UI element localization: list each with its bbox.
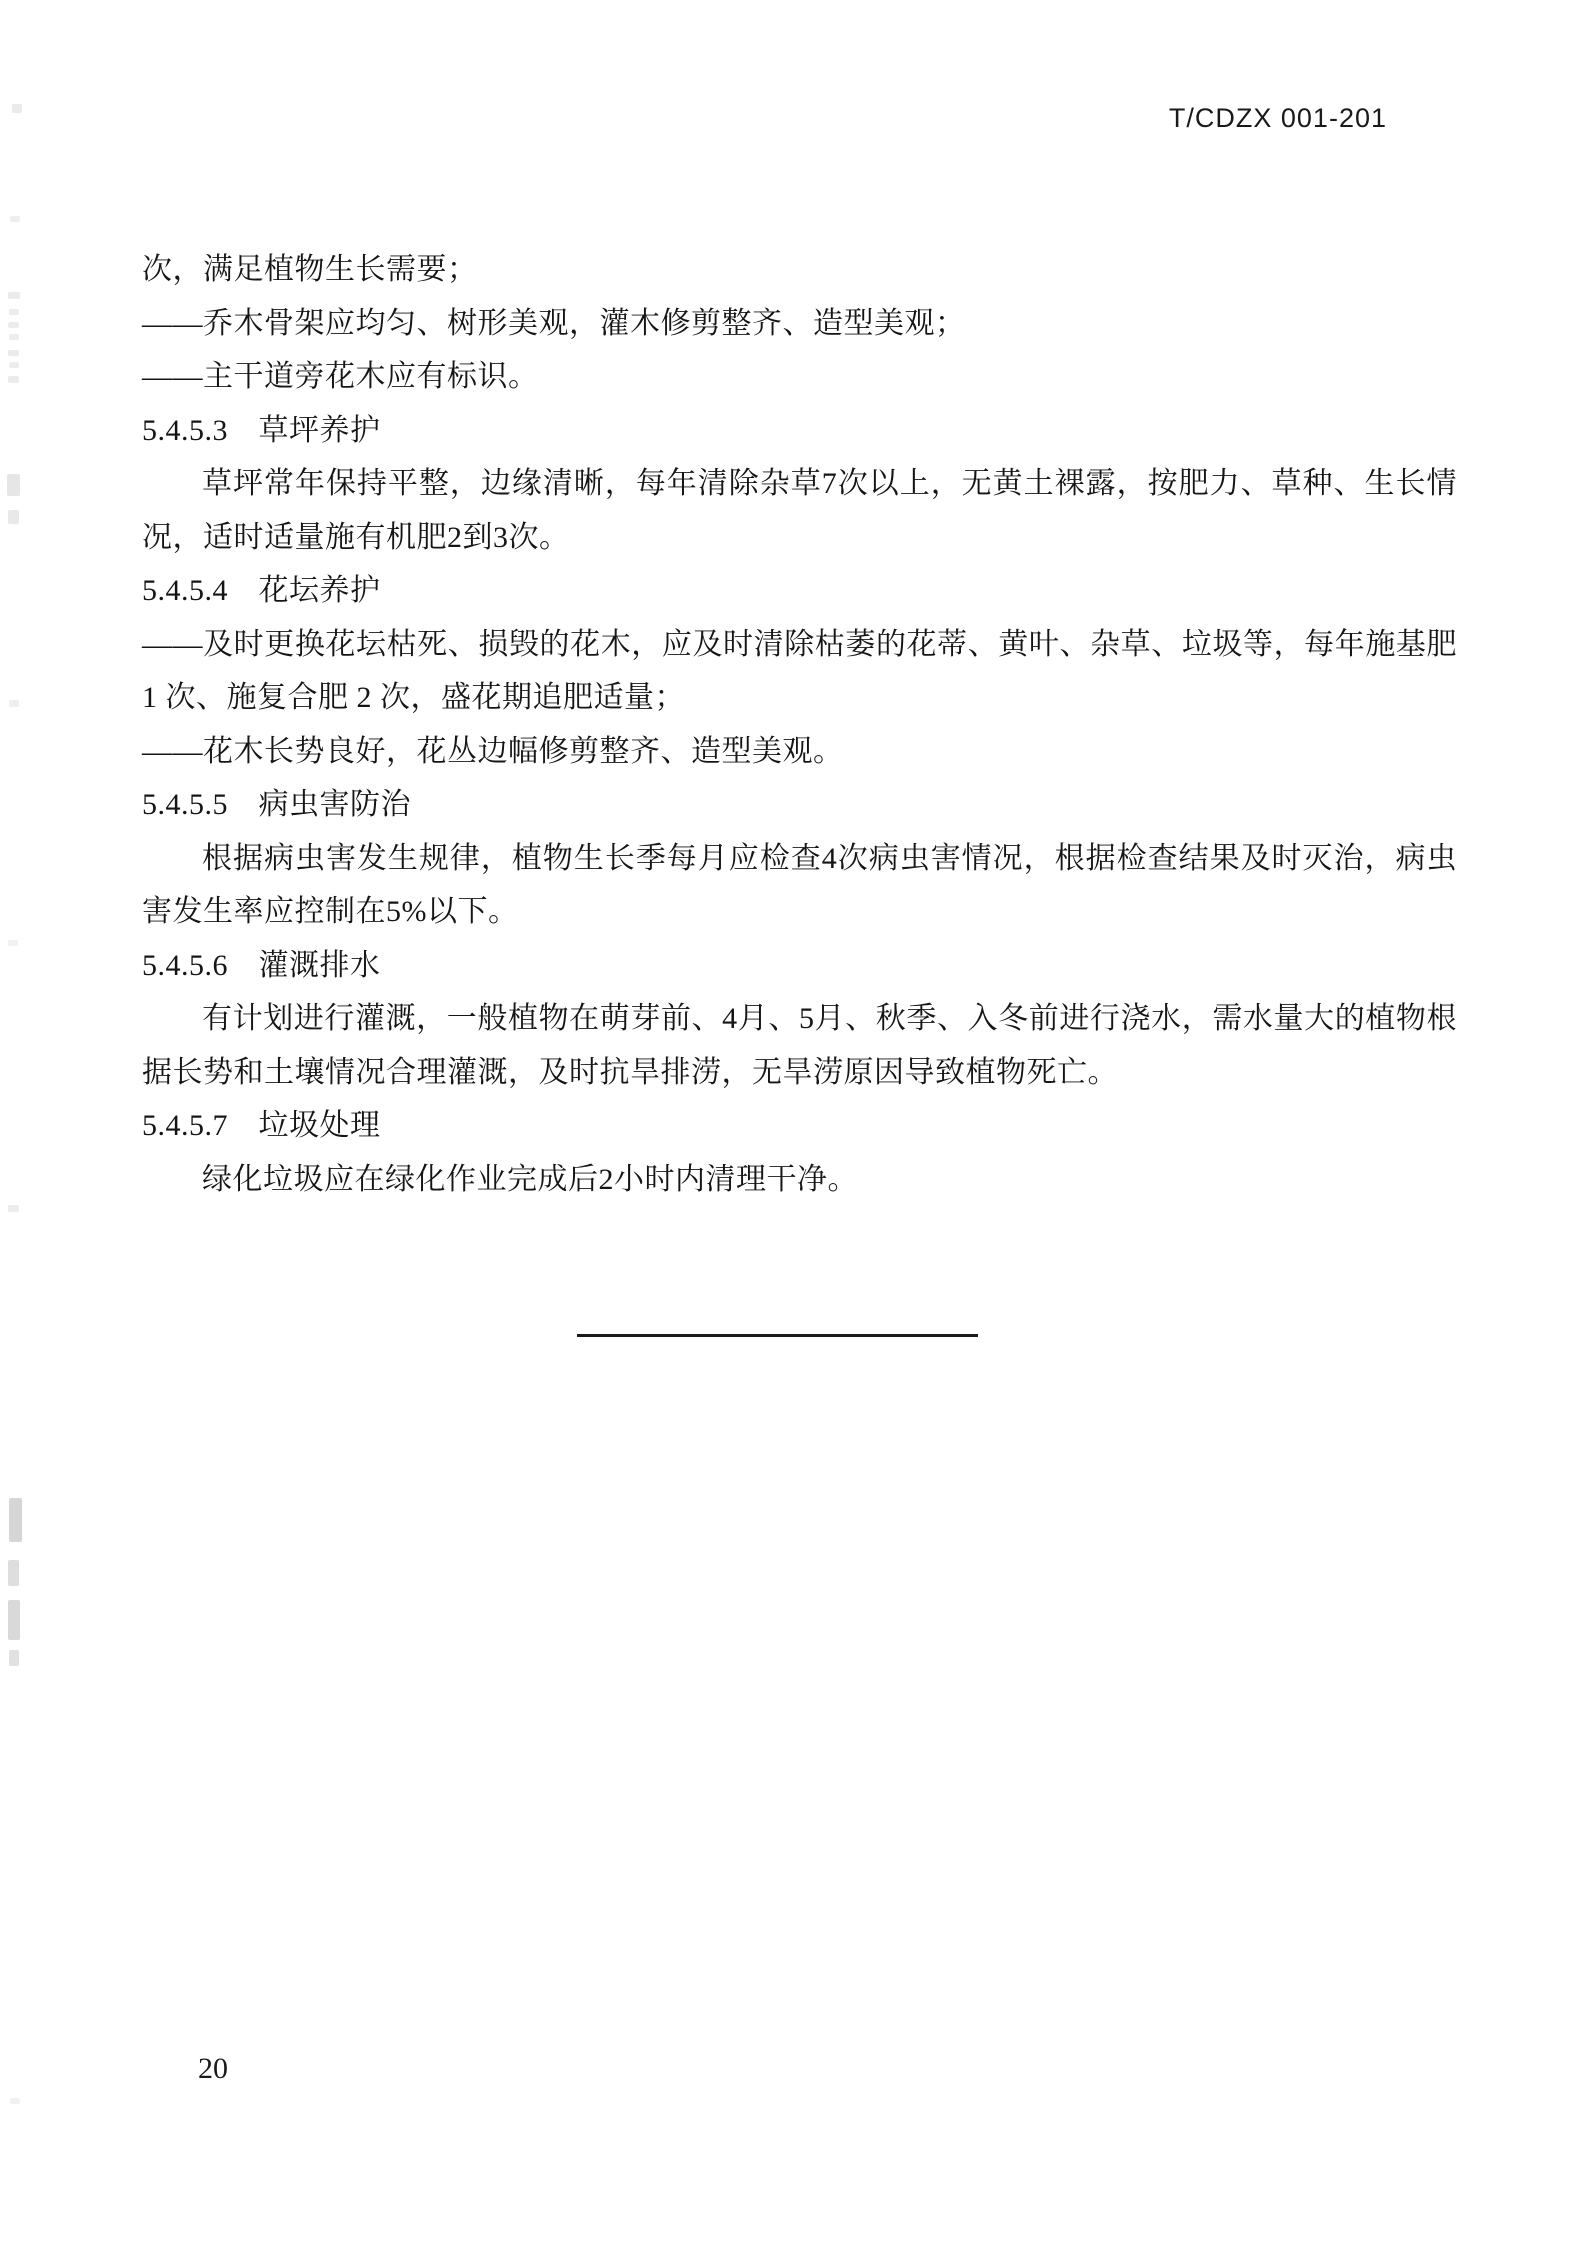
section-heading-5-4-5-3: 5.4.5.3 草坪养护 [142, 413, 381, 447]
document-body [142, 243, 1457, 1206]
section-heading-5-4-5-7: 5.4.5.7 垃圾处理 [142, 1109, 381, 1142]
paragraph-line: 草坪常年保持平整，边缘清晰，每年清除杂草7次以上，无黄土裸露，按肥力、草种、生长情 [202, 467, 1457, 500]
dash-list-item: ——及时更换花坛枯死、损毁的花木，应及时清除枯萎的花蒂、黄叶、杂草、垃圾等，每年施基肥 [142, 627, 1457, 661]
scan-artifact [9, 309, 19, 315]
scan-artifact [7, 474, 20, 496]
section-heading-5-4-5-4: 5.4.5.4 花坛养护 [142, 574, 381, 607]
scan-artifact [9, 334, 19, 340]
dash-list-item: ——乔木骨架应均匀、树形美观，灌木修剪整齐、造型美观； [142, 306, 966, 340]
scan-artifact [10, 2098, 20, 2104]
standard-number-header: T/CDZX 001-201 [1168, 103, 1387, 133]
dash-list-item: ——主干道旁花木应有标识。 [142, 360, 539, 393]
end-of-section-divider-line [577, 1334, 978, 1337]
scan-artifact [9, 1650, 19, 1666]
scan-artifact [12, 104, 22, 113]
scan-artifact [8, 510, 19, 524]
section-heading-5-4-5-6: 5.4.5.6 灌溉排水 [142, 948, 381, 982]
dash-list-item: ——花木长势良好，花丛边幅修剪整齐、造型美观。 [142, 734, 844, 768]
scan-artifact [8, 350, 19, 356]
scan-artifact [8, 1205, 19, 1212]
paragraph-line: 有计划进行灌溉，一般植物在萌芽前、4月、5月、秋季、入冬前进行浇水，需水量大的植物根 [202, 1002, 1457, 1035]
scan-artifact [8, 376, 19, 383]
scan-artifact [9, 362, 19, 368]
paragraph-line: 1 次、施复合肥 2 次，盛花期追肥适量； [142, 681, 685, 714]
scan-artifact [10, 216, 20, 222]
scan-artifact [8, 1560, 19, 1586]
scan-artifact [8, 322, 19, 328]
scan-artifact [9, 700, 19, 707]
text-line-continuation: 次，满足植物生长需要； [142, 253, 478, 286]
paragraph-line: 害发生率应控制在5%以下。 [142, 895, 519, 928]
paragraph-line: 根据病虫害发生规律，植物生长季每月应检查4次病虫害情况，根据检查结果及时灭治，病虫 [202, 841, 1457, 875]
paragraph-line: 况，适时适量施有机肥2到3次。 [142, 520, 570, 554]
section-heading-5-4-5-5: 5.4.5.5 病虫害防治 [142, 788, 411, 821]
paragraph-line: 绿化垃圾应在绿化作业完成后2小时内清理干净。 [202, 1162, 858, 1196]
paragraph-line: 据长势和土壤情况合理灌溉，及时抗旱排涝，无旱涝原因导致植物死亡。 [142, 1055, 1118, 1089]
scan-artifact [9, 1498, 22, 1542]
scan-artifact [8, 940, 18, 946]
scan-artifact [8, 1600, 20, 1640]
scan-artifact [8, 292, 20, 299]
page-number: 20 [198, 2052, 228, 2085]
